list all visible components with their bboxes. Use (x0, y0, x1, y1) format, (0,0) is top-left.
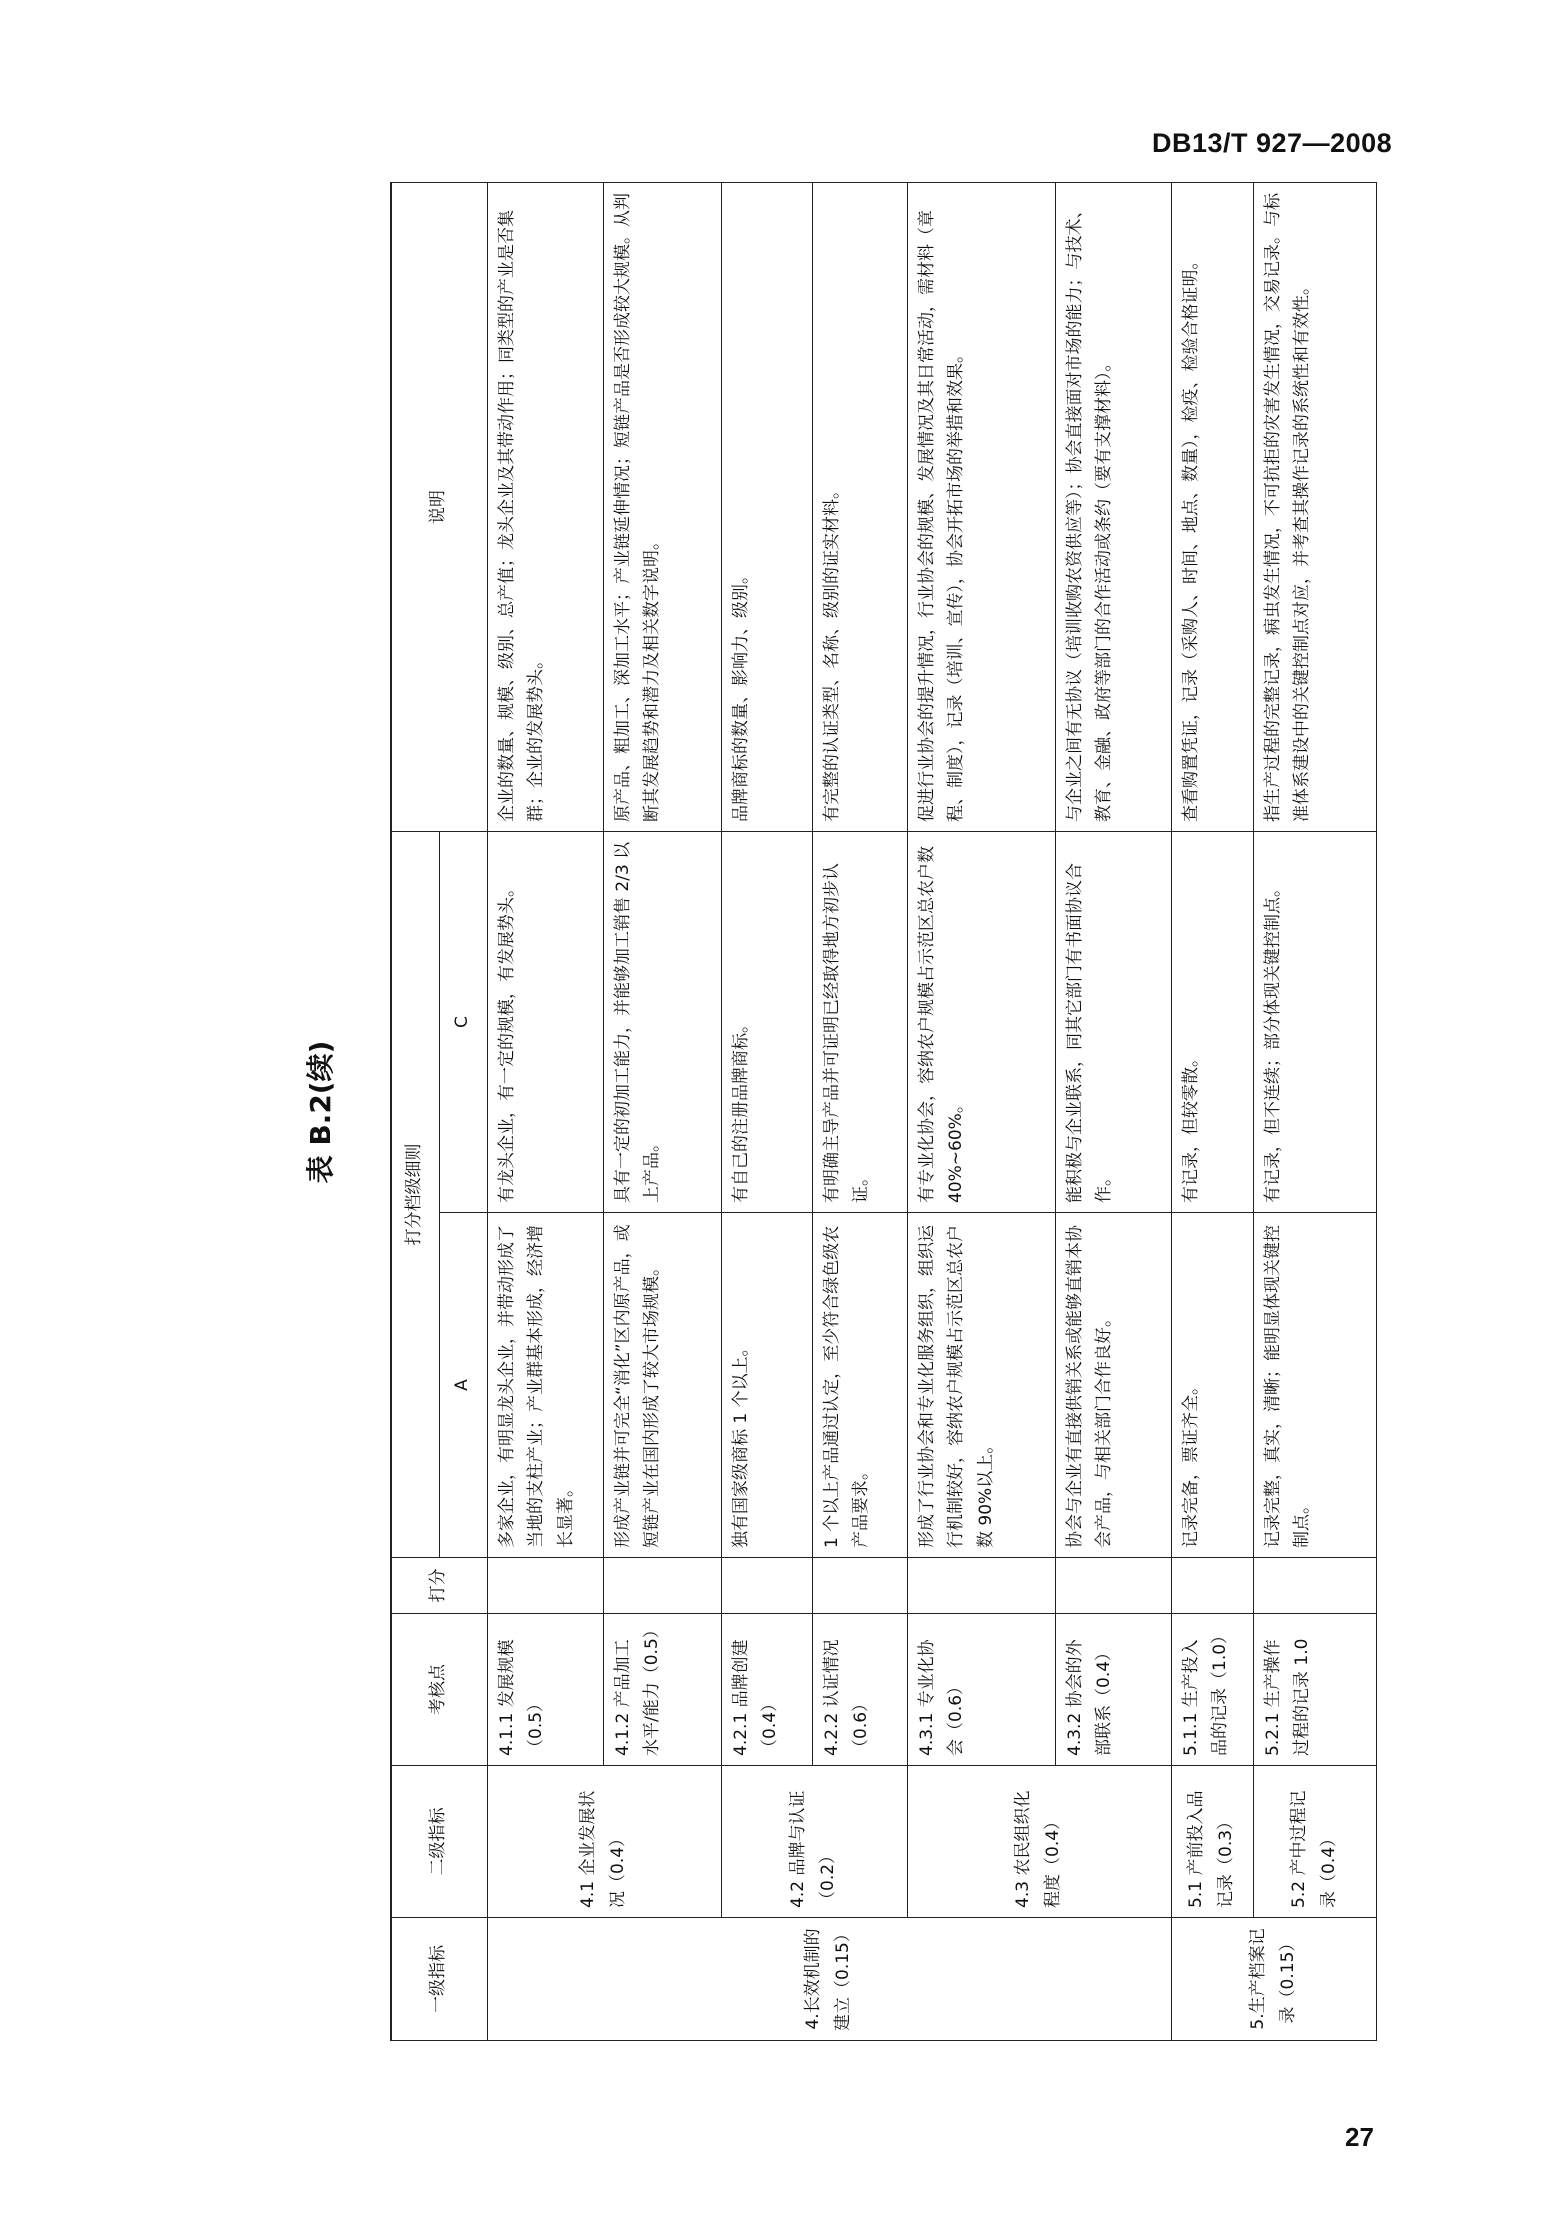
note-cell: 促进行业协会的提升情况，行业协会的规模、发展情况及其日常活动，需材料（章程、制度），记录（培训、宣传），协会开拓市场的举措和效果。 (907, 183, 1055, 832)
level2-cell: 4.1 企业发展状况（0.4） (487, 1766, 721, 1918)
note-cell: 有完整的认证类型、名称、级别的证实材料。 (812, 183, 907, 832)
grade-c-cell: 有专业化协会，容纳农户规模占示范区总农户数 40%~60%。 (907, 832, 1055, 1213)
grade-c-cell: 有自己的注册品牌商标。 (721, 832, 812, 1213)
table-row (603, 183, 721, 2041)
header-row (391, 183, 439, 2041)
header-detail: 打分档级细则 (391, 832, 439, 1558)
point-cell: 4.3.1 专业化协会（0.6） (907, 1614, 1055, 1766)
point-cell: 4.2.2 认证情况（0.6） (812, 1614, 907, 1766)
score-cell (603, 1558, 721, 1614)
score-cell (1055, 1558, 1171, 1614)
header-level1: 一级指标 (391, 1918, 487, 2041)
header-grade-c: C (439, 832, 487, 1213)
grade-a-cell: 记录完备，票证齐全。 (1171, 1213, 1253, 1558)
table-row (487, 183, 603, 2041)
evaluation-table (390, 182, 1377, 2041)
level2-cell: 4.2 品牌与认证（0.2） (721, 1766, 907, 1918)
header-level2: 二级指标 (391, 1766, 487, 1918)
grade-c-cell: 有明确主导产品并可证明已经取得地方初步认证。 (812, 832, 907, 1213)
table-row (907, 183, 1055, 2041)
table-row (812, 183, 907, 2041)
grade-a-cell: 多家企业，有明显龙头企业，并带动形成了当地的支柱产业；产业群基本形成，经济增长显著。 (487, 1213, 603, 1558)
grade-c-cell: 有记录，但较零散。 (1171, 832, 1253, 1213)
standard-number: DB13/T 927—2008 (1152, 128, 1393, 158)
grade-c-cell: 能积极与企业联系，同其它部门有书面协议合作。 (1055, 832, 1171, 1213)
level2-cell: 5.2 产中过程记录（0.4） (1253, 1766, 1376, 1918)
note-cell: 企业的数量、规模、级别、总产值；龙头企业及其带动作用；同类型的产业是否集群；企业的发展势头。 (487, 183, 603, 832)
table-row (721, 183, 812, 2041)
grade-a-cell: 协会与企业有直接供销关系或能够直销本协会产品，与相关部门合作良好。 (1055, 1213, 1171, 1558)
score-cell (487, 1558, 603, 1614)
level1-cell: 5.生产档案记录（0.15） (1171, 1918, 1376, 2041)
header-note: 说明 (391, 183, 487, 832)
table-row (1055, 183, 1171, 2041)
grade-a-cell: 形成产业链并可完全“消化”区内原产品，或短链产业在国内形成了较大市场规模。 (603, 1213, 721, 1558)
page-number: 27 (1345, 2122, 1374, 2152)
header-grade-a: A (439, 1213, 487, 1558)
score-cell (812, 1558, 907, 1614)
table-row (1171, 183, 1253, 2041)
table-caption: 表 B.2(续) (304, 1040, 337, 1184)
score-cell (907, 1558, 1055, 1614)
header-point: 考核点 (391, 1614, 487, 1766)
point-cell: 4.3.2 协会的外部联系（0.4） (1055, 1614, 1171, 1766)
level2-cell: 4.3 农民组织化程度（0.4） (907, 1766, 1171, 1918)
header-score: 打分 (391, 1558, 487, 1614)
point-cell: 5.2.1 生产操作过程的记录 1.0 (1253, 1614, 1376, 1766)
point-cell: 5.1.1 生产投入品的记录（1.0） (1171, 1614, 1253, 1766)
score-cell (1171, 1558, 1253, 1614)
grade-a-cell: 1 个以上产品通过认定，至少符合绿色级农产品要求。 (812, 1213, 907, 1558)
note-cell: 与企业之间有无协议（培训收购农资供应等）；协会直接面对市场的能力；与技术、教育、金融、政府等部门的合作活动或条约（要有支撑材料）。 (1055, 183, 1171, 832)
score-cell (721, 1558, 812, 1614)
point-cell: 4.1.1 发展规模（0.5） (487, 1614, 603, 1766)
grade-c-cell: 有记录，但不连续；部分体现关键控制点。 (1253, 832, 1376, 1213)
grade-c-cell: 有龙头企业，有一定的规模，有发展势头。 (487, 832, 603, 1213)
point-cell: 4.1.2 产品加工水平/能力（0.5） (603, 1614, 721, 1766)
grade-a-cell: 形成了行业协会和专业化服务组织，组织运行机制较好，容纳农户规模占示范区总农户数 90%以上。 (907, 1213, 1055, 1558)
level1-cell: 4.长效机制的建立（0.15） (487, 1918, 1171, 2041)
level2-cell: 5.1 产前投入品记录（0.3） (1171, 1766, 1253, 1918)
note-cell: 查看购置凭证，记录（采购人、时间、地点、数量），检疫、检验合格证明。 (1171, 183, 1253, 832)
score-cell (1253, 1558, 1376, 1614)
point-cell: 4.2.1 品牌创建（0.4） (721, 1614, 812, 1766)
grade-c-cell: 具有一定的初加工能力，并能够加工销售 2/3 以上产品。 (603, 832, 721, 1213)
note-cell: 品牌商标的数量、影响力、级别。 (721, 183, 812, 832)
grade-a-cell: 独有国家级商标 1 个以上。 (721, 1213, 812, 1558)
table-row (1253, 183, 1376, 2041)
grade-a-cell: 记录完整，真实，清晰；能明显体现关键控制点。 (1253, 1213, 1376, 1558)
note-cell: 原产品、粗加工、深加工水平；产业链延伸情况；短链产品是否形成较大规模。从判断其发展趋势和潜力及相关数字说明。 (603, 183, 721, 832)
note-cell: 指生产过程的完整记录，病虫发生情况，不可抗拒的灾害发生情况，交易记录。与标准体系建设中的关键控制点对应，并考查其操作记录的系统性和有效性。 (1253, 183, 1376, 832)
rotated-table-page (290, 183, 1375, 2041)
